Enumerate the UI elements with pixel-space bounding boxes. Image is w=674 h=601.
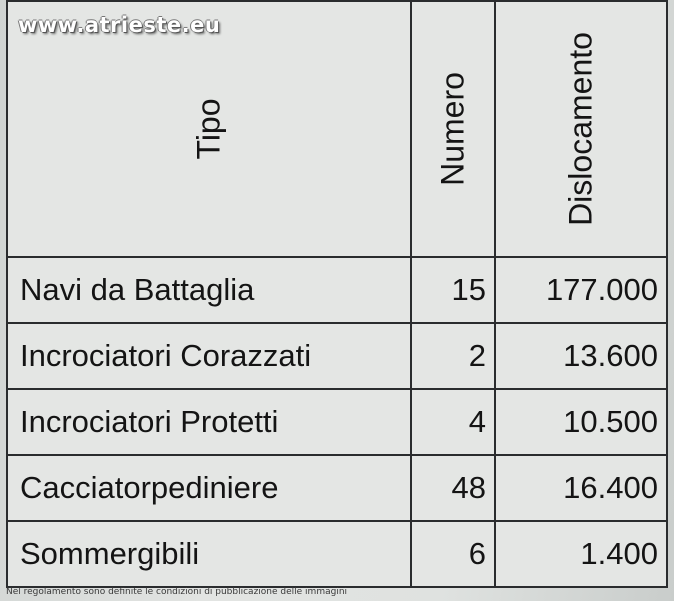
cell-tipo: Incrociatori Corazzati bbox=[7, 323, 411, 389]
table-row bbox=[7, 323, 667, 389]
table-row bbox=[7, 455, 667, 521]
cell-dislocamento: 177.000 bbox=[495, 257, 667, 323]
cell-tipo: Incrociatori Protetti bbox=[7, 389, 411, 455]
fleet-table bbox=[6, 0, 668, 588]
header-dislocamento-label: Dislocamento bbox=[562, 32, 599, 226]
table-row bbox=[7, 389, 667, 455]
table-row bbox=[7, 521, 667, 587]
cell-dislocamento: 10.500 bbox=[495, 389, 667, 455]
cell-dislocamento: 13.600 bbox=[495, 323, 667, 389]
footer-caption: Nel regolamento sono definite le condizioni di pubblicazione delle immagini bbox=[6, 587, 348, 597]
fleet-table-container bbox=[6, 0, 666, 586]
cell-numero: 6 bbox=[411, 521, 495, 587]
cell-dislocamento: 1.400 bbox=[495, 521, 667, 587]
cell-numero: 2 bbox=[411, 323, 495, 389]
header-numero bbox=[411, 1, 495, 257]
header-tipo-label: Tipo bbox=[190, 98, 227, 160]
cell-tipo: Navi da Battaglia bbox=[7, 257, 411, 323]
header-tipo bbox=[7, 1, 411, 257]
table-header-row bbox=[7, 1, 667, 257]
header-numero-label: Numero bbox=[434, 72, 471, 186]
cell-numero: 4 bbox=[411, 389, 495, 455]
cell-dislocamento: 16.400 bbox=[495, 455, 667, 521]
cell-numero: 15 bbox=[411, 257, 495, 323]
site-watermark: www.atrieste.eu bbox=[18, 13, 221, 37]
cell-tipo: Cacciatorpediniere bbox=[7, 455, 411, 521]
header-dislocamento bbox=[495, 1, 667, 257]
cell-tipo: Sommergibili bbox=[7, 521, 411, 587]
cell-numero: 48 bbox=[411, 455, 495, 521]
table-row bbox=[7, 257, 667, 323]
